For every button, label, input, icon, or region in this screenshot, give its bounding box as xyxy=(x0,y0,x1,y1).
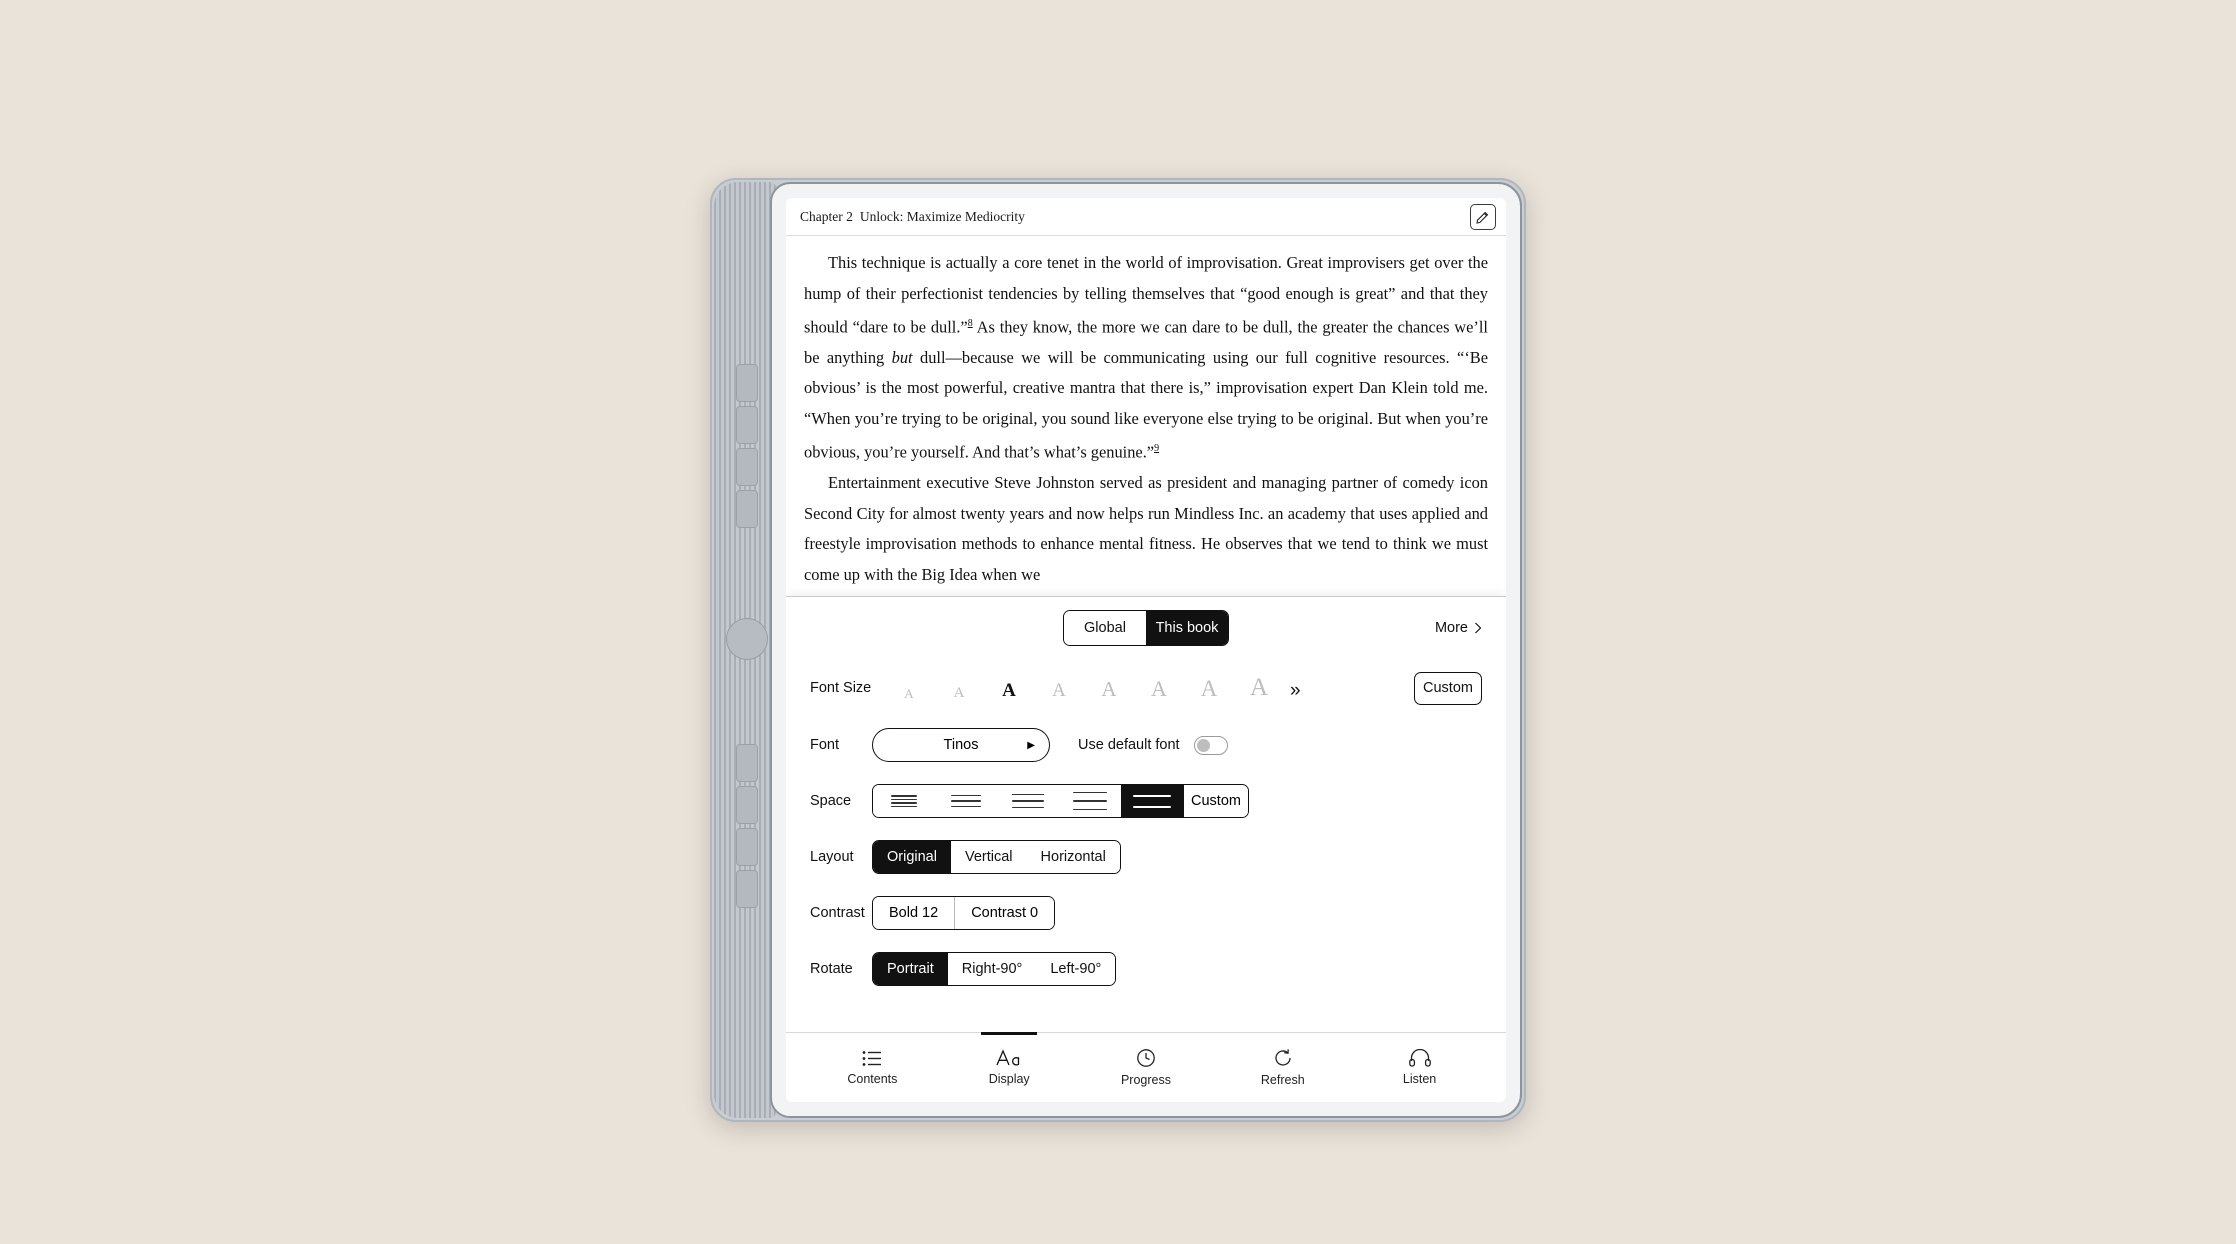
space-option-2[interactable] xyxy=(935,785,997,817)
layout-option-vertical[interactable]: Vertical xyxy=(951,841,1027,873)
chapter-title: Unlock: Maximize Mediocrity xyxy=(859,208,1025,224)
font-size-icon xyxy=(996,1049,1022,1067)
scope-segmented-control xyxy=(1063,610,1229,646)
layout-option-horizontal[interactable]: Horizontal xyxy=(1027,841,1120,873)
scope-row xyxy=(786,597,1506,659)
toolbar-item-progress[interactable] xyxy=(1078,1033,1215,1102)
paragraph-1-italic: but xyxy=(891,347,913,367)
font-size-option-4[interactable]: A xyxy=(1052,680,1066,701)
layout-options xyxy=(872,840,1121,874)
double-chevron-right-icon[interactable]: » xyxy=(1290,680,1301,701)
toolbar-label-display: Display xyxy=(988,1072,1030,1086)
rotate-option-portrait[interactable]: Portrait xyxy=(873,953,948,985)
toolbar-item-contents[interactable] xyxy=(804,1033,941,1102)
e-reader-device xyxy=(710,178,1526,1122)
contrast-options xyxy=(872,896,1055,930)
space-row xyxy=(786,773,1506,829)
toolbar-label-progress: Progress xyxy=(1120,1073,1171,1087)
font-size-option-5[interactable]: A xyxy=(1101,677,1117,701)
chevron-right-icon xyxy=(1474,622,1482,634)
font-row xyxy=(786,717,1506,773)
font-size-option-7[interactable]: A xyxy=(1200,676,1218,701)
scope-option-this-book[interactable]: This book xyxy=(1146,611,1228,645)
spine-button-8[interactable] xyxy=(736,870,758,908)
toolbar-label-contents: Contents xyxy=(847,1071,898,1086)
toolbar-item-refresh[interactable] xyxy=(1214,1033,1351,1102)
footnote-marker-8[interactable]: 8 xyxy=(967,318,973,329)
paragraph-1-rest-a: As they know, the more we can dare to be dull, the greater the chances we’ll be anything xyxy=(804,317,1488,367)
spine-button-7[interactable] xyxy=(736,828,758,866)
pencil-icon[interactable] xyxy=(1470,204,1496,230)
contrast-label: Contrast xyxy=(810,905,865,921)
font-value: Tinos xyxy=(943,737,979,753)
triangle-right-icon: ▶ xyxy=(1027,739,1035,751)
chapter-number: Chapter 2 xyxy=(800,208,853,224)
font-size-options xyxy=(884,674,1414,702)
space-label: Space xyxy=(810,793,852,809)
rotate-row xyxy=(786,941,1506,997)
spine-button-5[interactable] xyxy=(736,744,758,782)
device-spine xyxy=(714,182,776,1118)
clock-icon xyxy=(1136,1048,1156,1068)
font-size-option-6[interactable]: A xyxy=(1151,676,1167,701)
screen xyxy=(786,198,1506,1102)
space-option-4[interactable] xyxy=(1059,785,1121,817)
font-size-label: Font Size xyxy=(810,680,872,696)
spine-button-3[interactable] xyxy=(736,448,758,486)
space-custom-button[interactable]: Custom xyxy=(1183,785,1248,817)
rotate-label: Rotate xyxy=(810,961,853,977)
paragraph-1 xyxy=(804,248,1488,468)
toolbar-item-listen[interactable] xyxy=(1351,1033,1488,1102)
contrast-row xyxy=(786,885,1506,941)
rotate-options xyxy=(872,952,1116,986)
paragraph-1-text: This technique is actually a core tenet in the world of improvisation. Great improvisers get over the hump of their perfectionist tendencies by telling themselves that “good enough is great” and that they should “dare to be dull.” xyxy=(804,253,1488,337)
toolbar-label-listen: Listen xyxy=(1402,1072,1437,1086)
font-size-option-3[interactable]: A xyxy=(1002,680,1016,701)
display-settings-panel xyxy=(786,596,1506,1102)
spine-knob[interactable] xyxy=(726,618,768,660)
layout-row xyxy=(786,829,1506,885)
toolbar-item-display[interactable] xyxy=(941,1033,1078,1102)
spine-button-2[interactable] xyxy=(736,406,758,444)
refresh-icon xyxy=(1273,1048,1293,1068)
toggle-knob xyxy=(1197,739,1210,752)
paragraph-1-rest-b: dull—because we will be communicating using our full cognitive resources. “‘Be obvious’ is the most powerful, creative mantra that there is,” improvisation expert Dan Klein told me. “When you’re trying to be original, you sound like everyone else trying to be original. But when you’re obvious, you’re yourself. And that’s what’s genuine.” xyxy=(804,347,1488,462)
spine-button-1[interactable] xyxy=(736,364,758,402)
layout-label: Layout xyxy=(810,849,854,865)
book-text xyxy=(786,236,1506,606)
toolbar-label-refresh: Refresh xyxy=(1260,1073,1305,1087)
contrast-button[interactable]: Contrast 0 xyxy=(955,897,1054,929)
font-size-option-1[interactable]: A xyxy=(904,686,914,701)
font-select[interactable] xyxy=(872,728,1050,762)
font-size-option-8[interactable]: A xyxy=(1249,674,1269,701)
spine-button-6[interactable] xyxy=(736,786,758,824)
use-default-font-label: Use default font xyxy=(1078,737,1180,753)
space-option-1[interactable] xyxy=(873,785,935,817)
layout-option-original[interactable]: Original xyxy=(873,841,951,873)
font-size-row xyxy=(786,659,1506,717)
more-label: More xyxy=(1434,620,1468,636)
space-options xyxy=(872,784,1249,818)
device-bezel xyxy=(770,182,1522,1118)
bottom-toolbar xyxy=(786,1032,1506,1102)
rotate-option-right-90[interactable]: Right-90° xyxy=(948,953,1037,985)
paragraph-2: Entertainment executive Steve Johnston served as president and managing partner of comedy icon Second City for almost twenty years and now helps run Mindless Inc. an academy that uses applied and freestyle improvisation methods to enhance mental fitness. He observes that we tend to think we must come up with the Big Idea when we xyxy=(804,473,1488,584)
font-label: Font xyxy=(810,737,840,753)
more-button[interactable] xyxy=(1435,620,1482,636)
footnote-marker-9[interactable]: 9 xyxy=(1154,443,1160,455)
scope-option-global[interactable]: Global xyxy=(1064,611,1146,645)
list-icon xyxy=(862,1050,882,1067)
headphones-icon xyxy=(1409,1049,1431,1067)
bold-button[interactable]: Bold 12 xyxy=(873,897,954,929)
use-default-font-toggle[interactable] xyxy=(1194,736,1228,755)
space-option-5[interactable] xyxy=(1121,785,1183,817)
rotate-option-left-90[interactable]: Left-90° xyxy=(1036,953,1115,985)
font-size-custom-button[interactable]: Custom xyxy=(1414,672,1482,705)
space-option-3[interactable] xyxy=(997,785,1059,817)
page-header xyxy=(786,198,1506,236)
spine-button-4[interactable] xyxy=(736,490,758,528)
font-size-option-2[interactable]: A xyxy=(953,685,965,701)
